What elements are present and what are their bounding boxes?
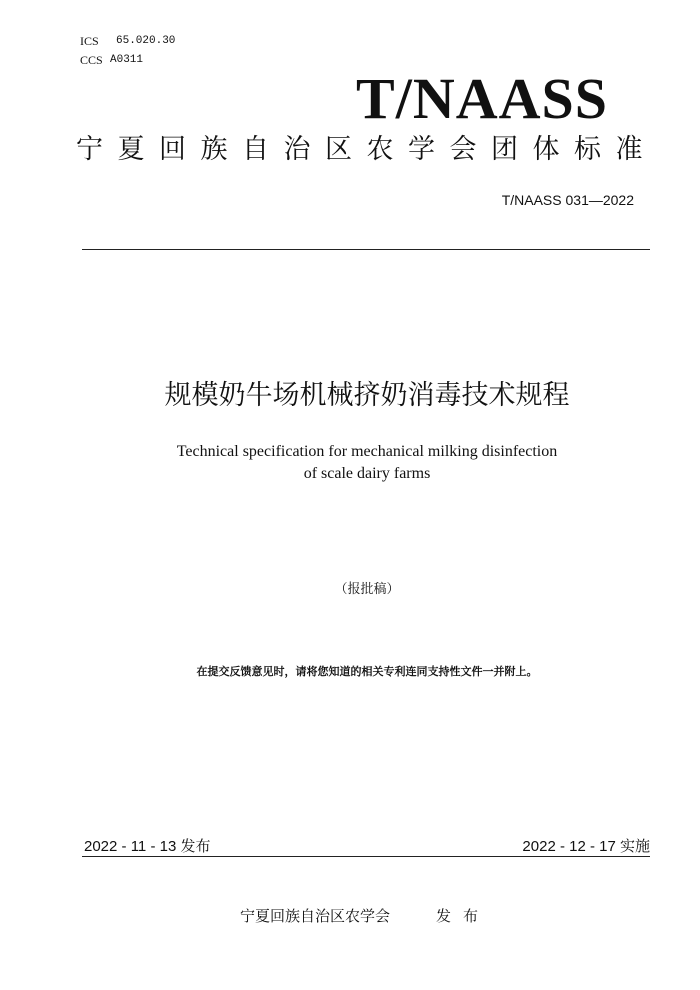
organization-title: 宁夏回族自治区农学会团体标准 [76, 134, 657, 165]
title-en-line-1: Technical specification for mechanical milking disinfection [176, 443, 558, 460]
publisher-name: 宁夏回族自治区农学会 [240, 907, 391, 925]
publish-label: 发布 [436, 907, 491, 925]
top-divider [82, 249, 650, 250]
issue-date: 2022 - 11 - 13 发布 [84, 838, 211, 855]
document-title-zh: 规模奶牛场机械挤奶消毒技术规程 [164, 380, 570, 411]
bottom-divider [82, 856, 650, 857]
ccs-code: A0311 [110, 54, 144, 66]
patent-notice: 在提交反馈意见时，请将您知道的相关专利连同支持性文件一并附上。 [196, 665, 538, 678]
implementation-date: 2022 - 12 - 17 实施 [522, 838, 650, 855]
ics-label: ICS [80, 34, 99, 48]
standard-number: T/NAASS 031—2022 [501, 192, 634, 208]
document-title-en [0, 441, 700, 485]
ics-code: 65.020.30 [116, 35, 176, 47]
standard-logo: T/NAASS [356, 66, 608, 131]
ccs-label: CCS [80, 53, 103, 67]
title-en-line-2: of scale dairy farms [303, 465, 431, 482]
draft-status: （报批稿） [334, 582, 400, 597]
